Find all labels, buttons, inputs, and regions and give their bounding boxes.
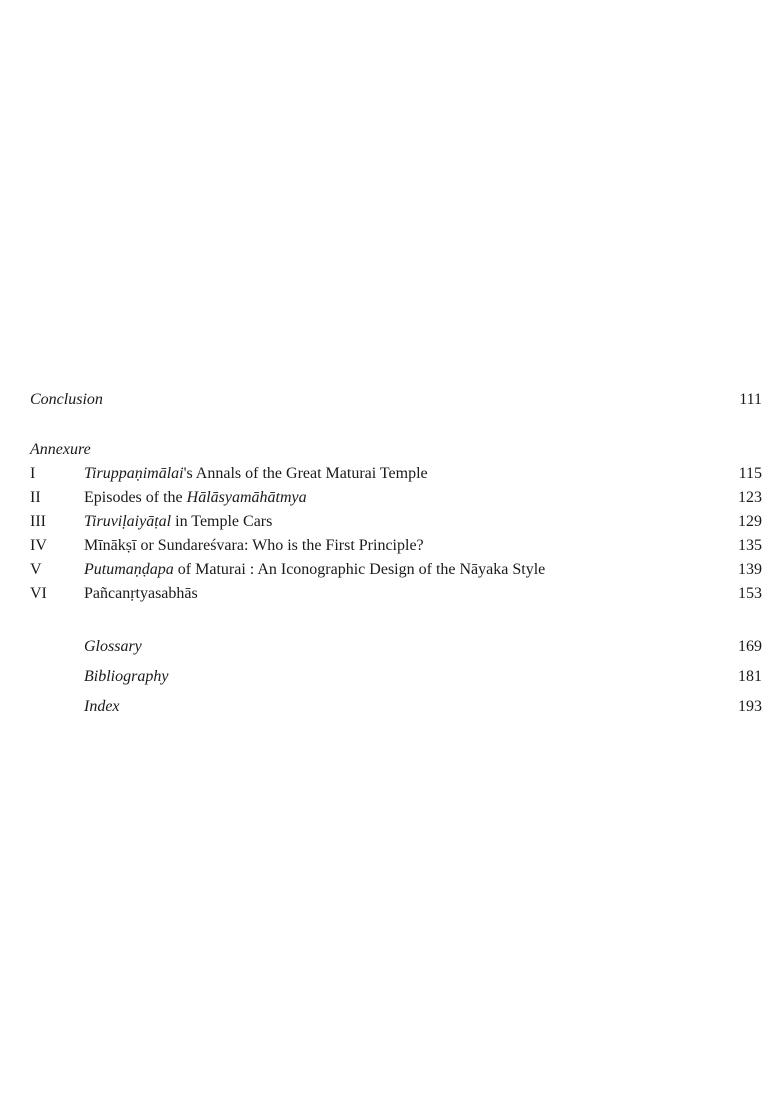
toc-entry-title [84, 560, 545, 580]
toc-entry-title: Pañcanṛtyasabhās [84, 585, 198, 602]
toc-entry-title-rest: of Maturai : An Iconographic Design of the Nāyaka Style [173, 561, 546, 578]
toc-entry-title: Index [84, 698, 120, 715]
toc-entry-title-italic: Tiruppaṇimālai [84, 465, 184, 482]
toc-entry-page: 193 [738, 698, 762, 715]
toc-entry-page: 135 [738, 537, 762, 554]
toc-entry-title: Mīnākṣī or Sundareśvara: Who is the First Principle? [84, 537, 424, 554]
toc-entry-title [84, 488, 307, 508]
toc-entry-title-rest: in Temple Cars [171, 513, 273, 530]
toc-entry-title [84, 464, 428, 484]
toc-entry-page: 169 [738, 638, 762, 655]
toc-entry-title: Glossary [84, 638, 142, 655]
toc-entry-page: 115 [738, 465, 762, 482]
toc-entry-page: 153 [738, 585, 762, 602]
toc-entry-title: Bibliography [84, 668, 169, 685]
toc-entry-number: V [30, 561, 42, 578]
toc-entry-number: VI [30, 585, 47, 602]
toc-entry-number: I [30, 465, 36, 482]
toc-entry-title [84, 512, 272, 532]
toc-entry-title-italic: Tiruviḷaiyāṭal [84, 513, 172, 530]
toc-entry-page: 129 [738, 513, 762, 530]
toc-entry-title-prefix: Episodes of the [84, 489, 187, 506]
toc-entry-number: III [30, 513, 46, 530]
toc-entry-page: 181 [738, 668, 762, 685]
toc-entry-number: IV [30, 537, 47, 554]
toc-entry-page: 111 [739, 391, 762, 408]
toc-entry-number: II [30, 489, 41, 506]
toc-entry-title-italic: Hālāsyamāhātmya [186, 489, 307, 506]
toc-entry-page: 139 [738, 561, 762, 578]
toc-entry-title-rest: 's Annals of the Great Maturai Temple [183, 465, 428, 482]
toc-entry-page: 123 [738, 489, 762, 506]
annexure-heading: Annexure [30, 441, 91, 458]
toc-entry-title: Conclusion [30, 391, 103, 408]
toc-entry-title-italic: Putumaṇḍapa [84, 561, 174, 578]
